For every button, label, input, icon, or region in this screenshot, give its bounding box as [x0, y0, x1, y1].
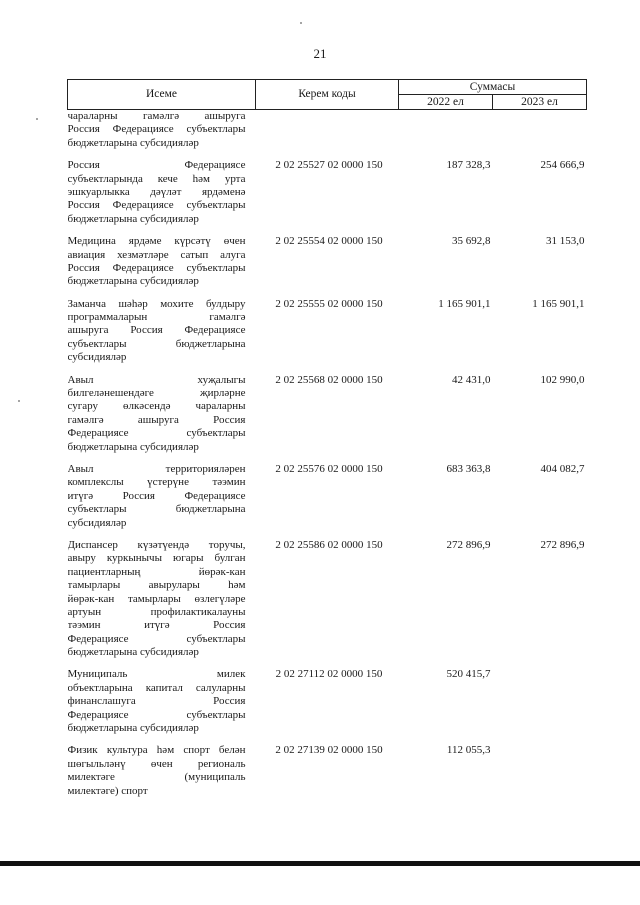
row-value-2023: 31 153,0 [546, 235, 585, 248]
row-value-2023: 102 990,0 [540, 373, 585, 386]
row-name-cell [68, 454, 256, 530]
row-name-line: Авыл хуҗалыгы [67, 373, 246, 386]
header-name: Исеме [68, 80, 256, 110]
row-name-line: субъектларында кече һәм урта [67, 172, 246, 185]
table-row [68, 110, 587, 151]
row-value-2022: 1 165 901,1 [438, 297, 491, 310]
row-name-line: Россия Федерациясе субъектлары [67, 261, 246, 274]
row-value-2023: 254 666,9 [540, 159, 585, 172]
row-name-line: Заманча шәһәр мохите булдыру [67, 297, 246, 310]
row-name-line: Физик культура һәм спорт белән [67, 744, 246, 757]
header-sums: Суммасы [399, 80, 587, 95]
table-row [68, 150, 587, 226]
row-value-2023 [493, 110, 587, 151]
row-name-line: финанслашуга Россия [67, 695, 246, 708]
row-name-line: Медицина ярдәме күрсәтү өчен [67, 235, 246, 248]
row-name-line: Федерациясе субъектлары [67, 632, 246, 645]
row-value-2023: 1 165 901,1 [532, 297, 585, 310]
row-name-line: комплекслы үстерүне тәэмин [67, 476, 246, 489]
row-code: 2 02 25555 02 0000 150 [275, 297, 383, 310]
row-code: 2 02 25586 02 0000 150 [275, 538, 383, 551]
row-name-line: шөгыльләнү өчен региональ [67, 757, 246, 770]
table-row [68, 530, 587, 660]
row-name-cell [68, 365, 256, 454]
row-name-line: субсидияләр [67, 516, 127, 529]
row-name-line: Россия Федерациясе [67, 159, 246, 172]
row-name-line: сугару өлкәсендә чараларны [67, 400, 246, 413]
row-name-cell [68, 110, 256, 151]
row-name-line: ашыруга Россия Федерациясе [67, 324, 246, 337]
table-row [68, 365, 587, 454]
row-name-line: бюджетларына субсидияләр [67, 136, 199, 149]
scan-speck [36, 118, 38, 120]
row-name-line: авиация хезмәтләре сатып алуга [67, 248, 246, 261]
row-value-2023 [493, 735, 587, 798]
row-name-line: авыру куркынычы югары булган [67, 552, 246, 565]
row-name-line: пациентларның йөрәк-кан [67, 565, 246, 578]
row-code: 2 02 25568 02 0000 150 [275, 373, 383, 386]
row-value-2022: 520 415,7 [446, 668, 491, 681]
table-row [68, 659, 587, 735]
row-name-line: итүгә Россия Федерациясе [67, 489, 246, 502]
row-name-cell [68, 530, 256, 660]
row-name-cell [68, 150, 256, 226]
scan-edge-bar [0, 861, 640, 866]
table-row [68, 454, 587, 530]
header-year-2022: 2022 ел [399, 95, 493, 110]
row-value-2022: 112 055,3 [446, 744, 491, 757]
row-name-line: билгеләнешендәге җирләрне [67, 387, 246, 400]
row-name-line: бюджетларына субсидияләр [67, 440, 199, 453]
row-name-line: чараларны гамәлгә ашыруга [67, 110, 246, 122]
row-code: 2 02 25527 02 0000 150 [275, 159, 383, 172]
row-value-2022: 187 328,3 [446, 159, 491, 172]
row-name-line: Федерациясе субъектлары [67, 427, 246, 440]
row-name-line: йөрәк-кан тамырлары өзлегүләре [67, 592, 246, 605]
row-name-line: Муниципаль милек [67, 668, 246, 681]
row-value-2022: 272 896,9 [446, 538, 491, 551]
row-name-line: эшкуарлыкка дәүләт ярдәменә [67, 185, 246, 198]
row-value-2022: 683 363,8 [446, 462, 491, 475]
row-name-cell [68, 226, 256, 289]
row-name-line: бюджетларына субсидияләр [67, 646, 199, 659]
row-value-2023: 404 082,7 [540, 462, 585, 475]
row-name-line: гамәлгә ашыруга Россия [67, 413, 246, 426]
header-code: Керем коды [256, 80, 399, 110]
row-name-cell [68, 289, 256, 365]
row-name-line: Россия Федерациясе субъектлары [67, 199, 246, 212]
budget-table [67, 79, 587, 798]
row-code: 2 02 25576 02 0000 150 [275, 462, 383, 475]
row-name-line: субсидияләр [67, 351, 127, 364]
row-name-line: тәэмин итүгә Россия [67, 619, 246, 632]
row-name-line: программаларын гамәлгә [67, 311, 246, 324]
row-name-line: милектәге (муниципаль [67, 771, 246, 784]
table-row [68, 226, 587, 289]
scan-speck [300, 22, 302, 24]
row-value-2022 [399, 110, 493, 151]
row-name-line: бюджетларына субсидияләр [67, 722, 199, 735]
row-name-line: Федерациясе субъектлары [67, 708, 246, 721]
row-name-cell [68, 735, 256, 798]
row-name-line: Россия Федерациясе субъектлары [67, 123, 246, 136]
page-number: 21 [313, 46, 327, 61]
row-name-line: бюджетларына субсидияләр [67, 212, 199, 225]
row-name-line: субъектлары бюджетларына [67, 503, 246, 516]
row-value-2023: 272 896,9 [540, 538, 585, 551]
row-name-line: милектәге) спорт [67, 784, 148, 797]
row-name-line: субъектлары бюджетларына [67, 337, 246, 350]
row-code: 2 02 25554 02 0000 150 [275, 235, 383, 248]
header-year-2023: 2023 ел [493, 95, 587, 110]
table-row [68, 289, 587, 365]
row-code: 2 02 27139 02 0000 150 [275, 744, 383, 757]
row-name-cell [68, 659, 256, 735]
row-name-line: Авыл территорияләрен [67, 462, 246, 475]
row-name-line: тамырлары авырулары һәм [67, 579, 246, 592]
row-value-2023 [493, 659, 587, 735]
table-row [68, 735, 587, 798]
row-name-line: объектларына капитал салуларны [67, 681, 246, 694]
row-name-line: Диспансер күзәтүендә торучы, [67, 538, 246, 551]
row-value-2022: 35 692,8 [452, 235, 491, 248]
row-name-line: бюджетларына субсидияләр [67, 275, 199, 288]
row-name-line: артуын профилактикалауны [67, 605, 246, 618]
row-code [256, 110, 399, 151]
scan-speck [18, 400, 20, 402]
row-value-2022: 42 431,0 [452, 373, 491, 386]
row-code: 2 02 27112 02 0000 150 [275, 668, 383, 681]
